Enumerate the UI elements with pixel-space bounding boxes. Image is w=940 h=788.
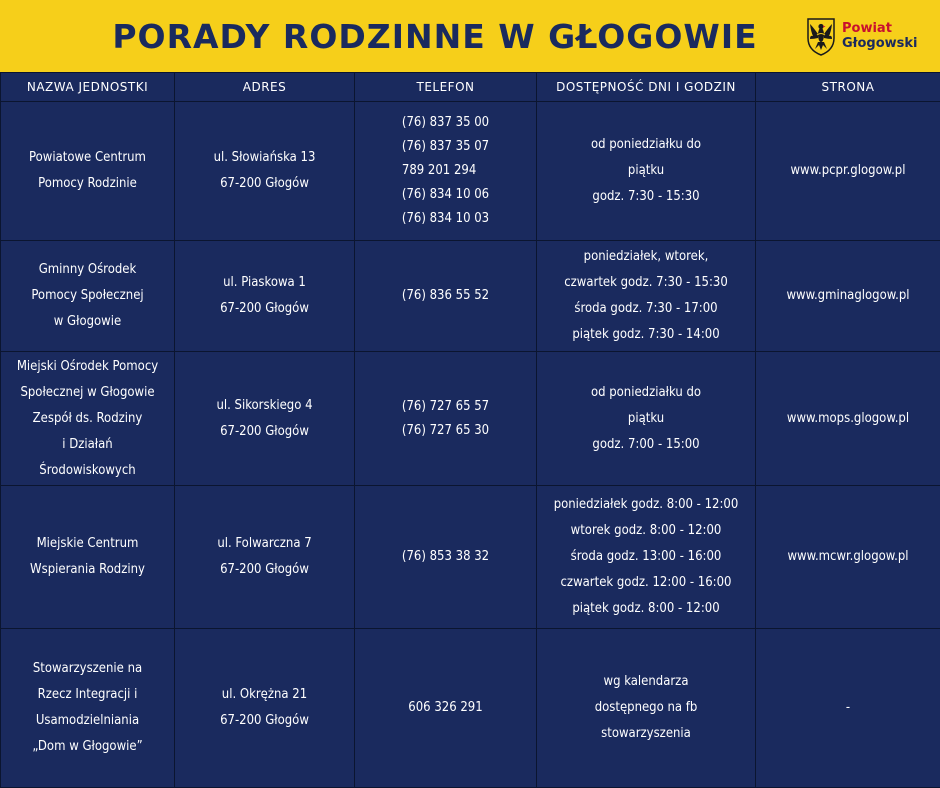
hours-line: poniedziałek, wtorek, xyxy=(583,249,709,264)
unit-name-cell xyxy=(1,629,175,788)
unit-name-line: „Dom w Głogowie” xyxy=(32,739,143,754)
hours-line: wtorek godz. 8:00 - 12:00 xyxy=(570,523,722,538)
hours-line: środa godz. 7:30 - 17:00 xyxy=(574,301,718,316)
unit-name-cell xyxy=(1,102,175,241)
address-line: ul. Okrężna 21 xyxy=(221,687,308,702)
table-row xyxy=(1,241,940,352)
unit-name-line: Miejski Ośrodek Pomocy xyxy=(16,358,159,374)
hours-cell xyxy=(537,241,756,352)
unit-name-line: Społecznej w Głogowie xyxy=(20,384,155,400)
website-cell: www.mcwr.glogow.pl xyxy=(756,486,940,629)
hours-line: piątek godz. 8:00 - 12:00 xyxy=(572,601,720,616)
hours-line: godz. 7:00 - 15:00 xyxy=(592,436,700,452)
logo-line-2: Głogowski xyxy=(842,36,918,51)
hours-line: godz. 7:30 - 15:30 xyxy=(592,189,700,204)
hours-line: stowarzyszenia xyxy=(601,726,691,741)
column-header-phone: TELEFON xyxy=(355,73,537,102)
page-title: PORADY RODZINNE W GŁOGOWIE xyxy=(112,16,758,56)
unit-name-line: Wspierania Rodziny xyxy=(30,562,145,577)
address-line: 67-200 Głogów xyxy=(220,713,309,728)
hours-line: czwartek godz. 7:30 - 15:30 xyxy=(564,275,728,290)
unit-name-line: Zespół ds. Rodziny xyxy=(32,410,143,426)
phone-cell xyxy=(355,629,537,788)
phone-cell xyxy=(355,241,537,352)
unit-name-line: Środowiskowych xyxy=(39,462,136,478)
logo-line-1: Powiat xyxy=(842,21,892,36)
unit-name-cell xyxy=(1,486,175,629)
phone-number: (76) 836 55 52 xyxy=(401,288,490,303)
header-banner xyxy=(0,0,940,72)
website-cell: www.pcpr.glogow.pl xyxy=(756,102,940,241)
unit-name-line: Rzecz Integracji i xyxy=(37,687,138,702)
hours-line: od poniedziałku do xyxy=(590,137,702,152)
unit-name-cell xyxy=(1,352,175,486)
address-cell xyxy=(175,629,355,788)
column-header-website: STRONA xyxy=(756,73,940,102)
powiat-glogowski-logo xyxy=(804,14,938,58)
hours-line: piątku xyxy=(627,163,665,178)
unit-name-line: Miejskie Centrum xyxy=(36,536,139,551)
unit-name-line: Stowarzyszenie na xyxy=(32,661,143,676)
hours-line: od poniedziałku do xyxy=(590,384,702,400)
address-line: 67-200 Głogów xyxy=(220,301,309,316)
column-header-address: ADRES xyxy=(175,73,355,102)
address-line: ul. Sikorskiego 4 xyxy=(216,397,313,413)
address-line: 67-200 Głogów xyxy=(220,562,309,577)
address-line: 67-200 Głogów xyxy=(220,423,309,439)
hours-line: poniedziałek godz. 8:00 - 12:00 xyxy=(553,497,739,512)
address-cell xyxy=(175,352,355,486)
table-row xyxy=(1,102,940,241)
website-cell: www.mops.glogow.pl xyxy=(756,352,940,486)
phone-number: (76) 727 65 57 xyxy=(401,398,490,414)
address-line: ul. Słowiańska 13 xyxy=(213,150,316,165)
hours-line: wg kalendarza xyxy=(603,674,689,689)
unit-name-line: w Głogowie xyxy=(53,314,122,329)
unit-name-line: Gminny Ośrodek xyxy=(38,262,137,277)
phone-number: 789 201 294 xyxy=(401,162,477,178)
phone-number: 606 326 291 xyxy=(408,700,483,715)
hours-line: piątku xyxy=(627,410,665,426)
logo-text xyxy=(842,21,918,51)
hours-cell xyxy=(537,486,756,629)
phone-number: (76) 837 35 07 xyxy=(401,138,490,154)
website-cell: www.gminaglogow.pl xyxy=(756,241,940,352)
column-header-name: NAZWA JEDNOSTKI xyxy=(1,73,175,102)
hours-line: piątek godz. 7:30 - 14:00 xyxy=(572,327,720,342)
table-row xyxy=(1,352,940,486)
unit-name-line: i Działań xyxy=(62,436,113,452)
phone-number: (76) 837 35 00 xyxy=(401,114,490,130)
eagle-crest-icon xyxy=(804,16,838,56)
address-cell xyxy=(175,241,355,352)
phone-cell xyxy=(355,102,537,241)
address-line: 67-200 Głogów xyxy=(220,176,309,191)
table-row xyxy=(1,486,940,629)
hours-cell xyxy=(537,352,756,486)
unit-name-cell xyxy=(1,241,175,352)
hours-line: czwartek godz. 12:00 - 16:00 xyxy=(560,575,732,590)
table-header-row xyxy=(1,73,940,102)
phone-number: (76) 727 65 30 xyxy=(401,422,490,438)
phone-number: (76) 834 10 03 xyxy=(401,210,490,226)
hours-line: środa godz. 13:00 - 16:00 xyxy=(570,549,722,564)
phone-number: (76) 834 10 06 xyxy=(401,186,490,202)
hours-cell xyxy=(537,629,756,788)
hours-cell xyxy=(537,102,756,241)
address-line: ul. Folwarczna 7 xyxy=(217,536,312,551)
unit-name-line: Usamodzielniania xyxy=(35,713,140,728)
phone-number: (76) 853 38 32 xyxy=(401,549,490,564)
address-line: ul. Piaskowa 1 xyxy=(223,275,306,290)
unit-name-line: Pomocy Społecznej xyxy=(31,288,144,303)
table-row xyxy=(1,629,940,788)
phone-cell xyxy=(355,486,537,629)
column-header-hours: DOSTĘPNOŚĆ DNI I GODZIN xyxy=(537,73,756,102)
unit-name-line: Pomocy Rodzinie xyxy=(38,176,137,191)
services-table xyxy=(0,72,940,788)
website-cell: - xyxy=(756,629,940,788)
phone-cell xyxy=(355,352,537,486)
address-cell xyxy=(175,102,355,241)
hours-line: dostępnego na fb xyxy=(594,700,698,715)
unit-name-line: Powiatowe Centrum xyxy=(29,150,146,165)
address-cell xyxy=(175,486,355,629)
